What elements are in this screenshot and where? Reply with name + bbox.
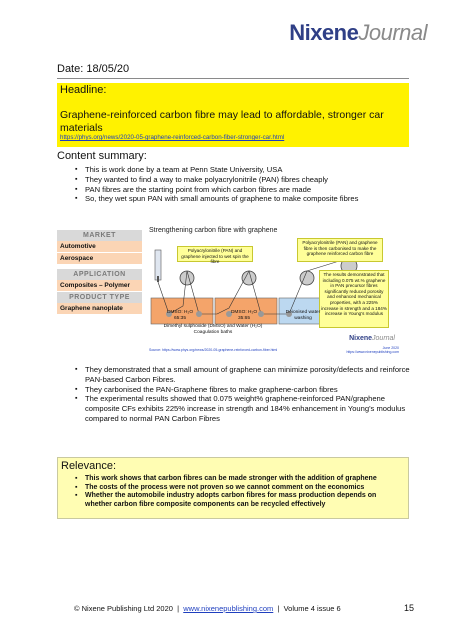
- list-item: ▪ The costs of the process were not proven so we cannot comment on the economics: [75, 484, 405, 493]
- annotation-carbonise: Polyacrylonitrile (PAN) and graphene fibre is then carbonised to make the graphene reinforced carbon fibre: [297, 238, 383, 262]
- figure-title: Strengthening carbon fibre with graphene: [149, 227, 278, 234]
- bath-2-label: DMSO: H₂O 35:65: [230, 310, 258, 321]
- date: Date: 18/05/20: [57, 63, 130, 75]
- summary-list-2: [75, 365, 415, 424]
- market-item: Aerospace: [57, 253, 142, 265]
- headline-box: [57, 83, 409, 147]
- product-type-heading: PRODUCT TYPE: [57, 292, 142, 303]
- footer-separator: |: [277, 604, 280, 613]
- list-item: ▪ They carbonised the PAN-Graphene fibres to make graphene-carbon fibres: [75, 385, 415, 395]
- list-item: ▪ This work shows that carbon fibres can be made stronger with the addition of graphene: [75, 475, 405, 484]
- headline-label: Headline:: [60, 84, 107, 96]
- list-item: ▪ PAN fibres are the starting point from which carbon fibres are made: [75, 185, 415, 195]
- summary-list: [75, 165, 415, 204]
- list-item: ▪ Whether the automobile industry adopts carbon fibres for mass production depends on whether carbon fibre composite components can be recycled effectively: [75, 492, 405, 509]
- syringe-icon: [155, 250, 161, 280]
- headline-link[interactable]: https://phys.org/news/2020-05-graphene-reinforced-carbon-fiber-stronger-car.html: [60, 134, 285, 141]
- relevance-box: [57, 457, 409, 519]
- page-footer: [74, 604, 414, 613]
- relevance-label: Relevance:: [61, 460, 117, 472]
- application-heading: APPLICATION: [57, 269, 142, 280]
- bath-1-label: DMSO: H₂O 65:35: [166, 310, 194, 321]
- bath-caption: Dimethyl sulphoxide (DMSO) and Water (H₂O) Coagulation baths: [163, 324, 263, 335]
- market-item: Automotive: [57, 241, 142, 253]
- website-link[interactable]: www.nixenepublishing.com: [183, 604, 274, 613]
- list-item: ▪ The experimental results showed that 0.075 weight% graphene-reinforced PAN/graphene composite CFs exhibits 225% increase in strength and 184% enhancement in Young's modulus compared to normal PAN Carbon Fibres: [75, 394, 415, 423]
- logo-journal: Journal: [358, 20, 427, 45]
- journal-logo: [289, 20, 427, 46]
- market-heading: MARKET: [57, 230, 142, 241]
- roller-icon: [242, 271, 256, 285]
- figure-source: Source: https://www.phys.org/news/2020-05-graphene-reinforced-carbon-fiber.html: [149, 348, 278, 352]
- list-item: ▪ They wanted to find a way to make polyacrylonitrile (PAN) fibres cheaply: [75, 175, 415, 185]
- annotation-spin: Polyacrylonitrile (PAN) and graphene injected to wet spin the fibre: [177, 246, 253, 262]
- divider: [57, 78, 409, 79]
- figure-logo: NixeneJournal: [349, 335, 395, 342]
- copyright: © Nixene Publishing Ltd 2020: [74, 604, 173, 613]
- content-summary-title: Content summary:: [57, 150, 147, 162]
- process-figure: [57, 222, 409, 356]
- logo-brand: Nixene: [289, 20, 359, 45]
- relevance-list: [75, 475, 405, 509]
- annotation-results: The results demonstrated that including 0.075 wt.% graphene in PAN precursor fibres significantly reduced porosity and enhanced mechanical properties, with a 225% increase in strength and a 184% increase in Young's modulus: [319, 270, 389, 328]
- bath-3-label: Deionised water washing: [285, 310, 321, 321]
- application-item: Composites – Polymer: [57, 280, 142, 292]
- product-type-item: Graphene nanoplate: [57, 303, 142, 315]
- list-item: ▪ So, they wet spun PAN with small amounts of graphene to make composite fibres: [75, 194, 415, 204]
- figure-logo-sub: June 2020 https://www.nixenepublishing.com: [346, 346, 399, 354]
- list-item: ▪ They demonstrated that a small amount of graphene can minimize porosity/defects and reinforce PAN-based Carbon Fibres.: [75, 365, 415, 385]
- list-item: ▪ This is work done by a team at Penn State University, USA: [75, 165, 415, 175]
- volume-info: Volume 4 issue 6: [283, 604, 341, 613]
- footer-separator: |: [177, 604, 180, 613]
- headline-text: Graphene-reinforced carbon fibre may lead to affordable, stronger car materials: [60, 109, 384, 134]
- classification-panel: [57, 230, 142, 315]
- page-number: 15: [403, 603, 414, 613]
